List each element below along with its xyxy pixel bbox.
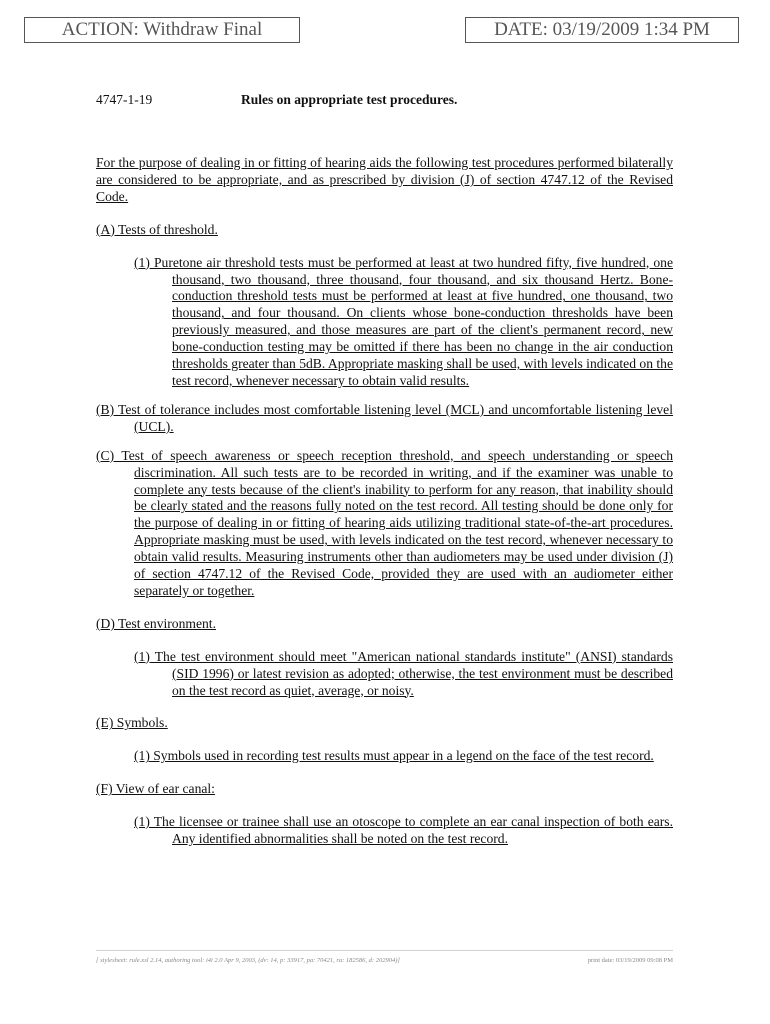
date-label: DATE: 03/19/2009 1:34 PM (465, 17, 739, 43)
footer-print-date: print date: 03/19/2009 09:08 PM (587, 957, 673, 964)
section-e-1: (1) Symbols used in recording test results must appear in a legend on the face of the test record. (134, 748, 654, 764)
action-label: ACTION: Withdraw Final (24, 17, 300, 43)
section-e-heading: (E) Symbols. (96, 715, 168, 731)
section-b: (B) Test of tolerance includes most comfortable listening level (MCL) and uncomfortable listening level (UCL). (96, 401, 673, 434)
section-a-heading: (A) Tests of threshold. (96, 221, 218, 237)
section-d-1: (1) The test environment should meet "American national standards institute" (ANSI) standards (SID 1996) or latest revision as adopted; otherwise, the test environment must be described on the test record as quiet, average, or noisy. (134, 648, 673, 698)
section-d-heading: (D) Test environment. (96, 615, 216, 631)
rule-body (96, 155, 673, 848)
rule-number: 4747-1-19 (96, 92, 153, 107)
section-a-1: (1) Puretone air threshold tests must be performed at least at two hundred fifty, five hundred, one thousand, two thousand, three thousand, four thousand, and six thousand Hertz. Bone-conduction threshold tests must be performed at least at five hundred, one thousand, two thousand, and four thousand. On clients whose bone-conduction thresholds have been previously measured, and those measures are part of the client's permanent record, new bone-conduction testing may be omitted if there has been no change in the air conduction thresholds greater than 5dB. Appropriate masking shall be used, with levels indicated on the test record, whenever necessary to obtain valid results. (134, 254, 673, 388)
section-c: (C) Test of speech awareness or speech reception threshold, and speech understanding or speech discrimination. All such tests are to be recorded in writing, and if the examiner was unable to complete any tests because of the client's inability to perform for any reason, that inability should be clearly stated and the reasons fully noted on the test record. All testing should be done only for the purpose of dealing in or fitting of hearing aids utilizing traditional state-of-the-art procedures. Appropriate masking must be used, with levels indicated on the test record, whenever necessary to obtain valid results. Measuring instruments other than audiometers may be used under division (J) of section 4747.12 of the Revised Code, provided they are used with an audiometer either separately or together. (96, 447, 673, 598)
intro-paragraph: For the purpose of dealing in or fitting of hearing aids the following test procedures performed bilaterally are considered to be appropriate, and as prescribed by division (J) of section 4747.12 of the Revised Code. (96, 155, 673, 204)
rule-title: Rules on appropriate test procedures. (241, 92, 458, 107)
section-f-1: (1) The licensee or trainee shall use an otoscope to complete an ear canal inspection of both ears. Any identified abnormalities shall be noted on the test record. (134, 814, 673, 847)
page-footer (96, 950, 673, 964)
footer-metadata: [ stylesheet: rule.xsl 2.14, authoring tool: i4i 2.0 Apr 9, 2003, (dv: 14, p: 33917, pa: 70421, ra: 182586, d: 202904)] (96, 957, 400, 964)
section-f-heading: (F) View of ear canal: (96, 781, 215, 797)
